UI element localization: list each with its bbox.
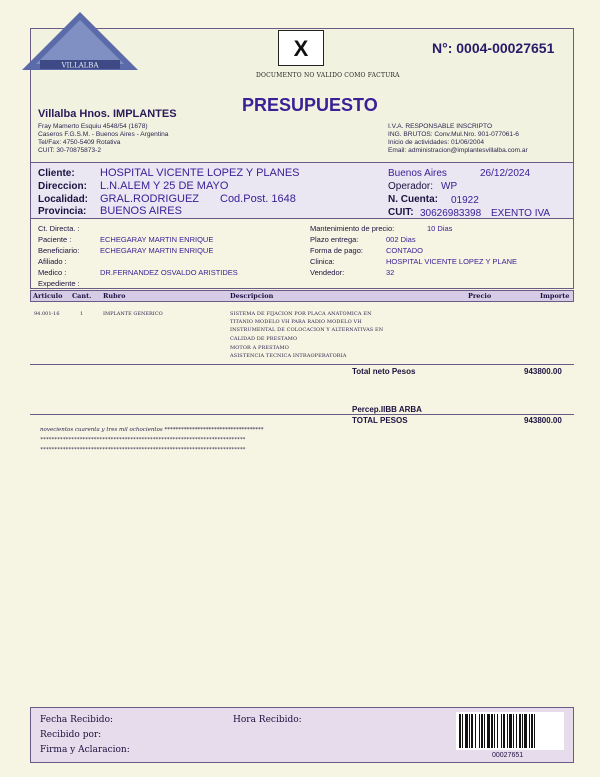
ingresos-brutos: ING. BRUTOS: Conv.Mul.Nro. 901-077061-6 xyxy=(388,131,519,138)
col-rubro: Rubro xyxy=(103,292,126,300)
forma-pago-label: Forma de pago: xyxy=(310,246,363,255)
cliente-label: Cliente: xyxy=(38,168,75,179)
cuit-value: 30626983398 xyxy=(420,208,482,219)
col-precio: Precio xyxy=(468,292,492,300)
cuenta-label: N. Cuenta: xyxy=(388,194,438,205)
clinica-value: HOSPITAL VICENTE LOPEZ Y PLANE xyxy=(386,257,518,266)
row-cant: 1 xyxy=(80,311,84,317)
barcode-bar xyxy=(497,714,498,748)
provincia-value: BUENOS AIRES xyxy=(100,205,182,217)
divider xyxy=(30,414,574,415)
barcode-bar xyxy=(459,714,461,748)
hora-recibido-label: Hora Recibido: xyxy=(233,715,302,725)
row-rubro: IMPLANTE GENERICO xyxy=(103,311,163,317)
total-neto-label: Total neto Pesos xyxy=(352,367,416,376)
barcode-bar xyxy=(507,714,508,748)
amount-words-text: novecientos cuarenta y tres mil ochocientos xyxy=(40,427,163,433)
barcode-bar xyxy=(494,714,495,748)
total-pesos-value: 943800.00 xyxy=(524,416,562,425)
ct-directa-label: Ct. Directa. : xyxy=(38,224,80,233)
company-city: Caseros F.G.S.M. - Buenos Aires - Argentina xyxy=(38,131,169,138)
barcode-bar xyxy=(529,714,530,748)
medico-label: Medico : xyxy=(38,268,67,277)
row-desc-line: INSTRUMENTAL DE COLOCACION Y ALTERNATIVAS EN xyxy=(230,327,384,333)
beneficiario-label: Beneficiario: xyxy=(38,246,80,255)
barcode-bar xyxy=(481,714,483,748)
barcode-bar xyxy=(484,714,485,748)
company-address: Fray Mamerto Esquiu 4548/54 (1678) xyxy=(38,123,148,130)
direccion-label: Direccion: xyxy=(38,181,87,192)
provincia-label: Provincia: xyxy=(38,206,87,217)
percepcion-label: Percep.IIBB ARBA xyxy=(352,405,422,414)
company-cuit: CUIT: 30-70875873-2 xyxy=(38,147,102,154)
amount-in-words xyxy=(40,427,264,433)
col-descripcion: Descripcion xyxy=(230,292,274,300)
barcode-bar xyxy=(503,714,505,748)
firma-label: Firma y Aclaracion: xyxy=(40,745,130,755)
barcode-bar xyxy=(465,714,468,748)
barcode-number: 00027651 xyxy=(492,752,524,759)
barcode-bar xyxy=(487,714,490,748)
operador-value: WP xyxy=(441,181,458,192)
iva-status: I.V.A. RESPONSABLE INSCRIPTO xyxy=(388,123,493,130)
localidad-label: Localidad: xyxy=(38,194,89,205)
codpost-value: Cod.Post. 1648 xyxy=(220,193,296,205)
row-desc-line: SISTEMA DE FIJACION POR PLACA ANATOMICA EN xyxy=(230,311,372,317)
plazo-value: 002 Dias xyxy=(386,235,416,244)
beneficiario-value: ECHEGARAY MARTIN ENRIQUE xyxy=(100,246,214,255)
barcode-bar xyxy=(501,714,502,748)
barcode-bar xyxy=(534,714,535,748)
page-title: PRESUPUESTO xyxy=(242,95,378,115)
localidad-value: GRAL.RODRIGUEZ xyxy=(100,193,200,205)
company-phone: Tel/Fax: 4750-5409 Rotativa xyxy=(38,139,121,146)
col-importe: Importe xyxy=(540,292,570,300)
afiliado-label: Afiliado : xyxy=(38,257,67,266)
cuit-label: CUIT: xyxy=(388,207,414,218)
total-pesos-label: TOTAL PESOS xyxy=(352,416,408,425)
forma-pago-value: CONTADO xyxy=(386,246,423,255)
barcode-bar xyxy=(531,714,533,748)
vendedor-label: Vendedor: xyxy=(310,268,345,277)
barcode-bar xyxy=(491,714,493,748)
company-name: Villalba Hnos. IMPLANTES xyxy=(38,108,177,120)
cliente-value: HOSPITAL VICENTE LOPEZ Y PLANES xyxy=(100,167,300,179)
mantenimiento-label: Mantenimiento de precio: xyxy=(310,224,395,233)
barcode-bar xyxy=(524,714,527,748)
company-email: Email: administracion@implantesvillalba.com.ar xyxy=(388,147,528,154)
amount-words-stars: ************************************ xyxy=(164,427,264,433)
row-desc-line: TITANIO MODELO VH PARA RADIO MODELO VH xyxy=(230,319,362,325)
plazo-label: Plazo entrega: xyxy=(310,235,359,244)
recibido-por-label: Recibido por: xyxy=(40,730,102,740)
doc-letter: X xyxy=(278,30,324,66)
ciudad-value: Buenos Aires xyxy=(388,168,447,179)
total-neto-value: 943800.00 xyxy=(524,367,562,376)
logo-text: VILLALBA xyxy=(61,61,99,70)
medico-value: DR.FERNANDEZ OSVALDO ARISTIDES xyxy=(100,268,238,277)
barcode-bar xyxy=(475,714,476,748)
barcode-bar xyxy=(516,714,517,748)
row-articulo: 94.001-16 xyxy=(34,311,60,317)
barcode xyxy=(456,712,564,750)
amount-words-fill: ************************************************************************* xyxy=(40,447,246,453)
operador-label: Operador: xyxy=(388,181,434,192)
clinica-label: Clinica: xyxy=(310,257,335,266)
barcode-bar xyxy=(522,714,523,748)
iva-value: EXENTO IVA xyxy=(491,208,551,219)
cuenta-value: 01922 xyxy=(451,195,479,206)
barcode-bar xyxy=(509,714,512,748)
barcode-bar xyxy=(471,714,473,748)
divider xyxy=(30,364,574,365)
paciente-value: ECHEGARAY MARTIN ENRIQUE xyxy=(100,235,214,244)
fecha-value: 26/12/2024 xyxy=(480,168,531,179)
vendedor-value: 32 xyxy=(386,268,395,277)
row-desc-line: MOTOR A PRESTAMO xyxy=(230,345,289,351)
barcode-bar xyxy=(462,714,463,748)
barcode-bar xyxy=(519,714,521,748)
direccion-value: L.N.ALEM Y 25 DE MAYO xyxy=(100,180,229,192)
col-cant: Cant. xyxy=(72,292,92,300)
row-desc-line: ASISTENCIA TECNICA INTRAOPERATORIA xyxy=(230,353,347,359)
fecha-recibido-label: Fecha Recibido: xyxy=(40,715,114,725)
expediente-label: Expediente : xyxy=(38,279,80,288)
barcode-bar xyxy=(513,714,514,748)
mantenimiento-value: 10 Dias xyxy=(427,224,453,233)
inicio-actividades: Inicio de actividades: 01/06/2004 xyxy=(388,139,485,146)
row-desc-line: CALIDAD DE PRESTAMO xyxy=(230,336,298,342)
doc-note: DOCUMENTO NO VALIDO COMO FACTURA xyxy=(256,72,400,79)
barcode-bar xyxy=(479,714,480,748)
amount-words-fill: ************************************************************************* xyxy=(40,437,246,443)
document-number: N°: 0004-00027651 xyxy=(432,40,555,56)
paciente-label: Paciente : xyxy=(38,235,72,244)
col-articulo: Articulo xyxy=(33,292,63,300)
company-logo xyxy=(18,10,142,76)
barcode-bar xyxy=(469,714,470,748)
